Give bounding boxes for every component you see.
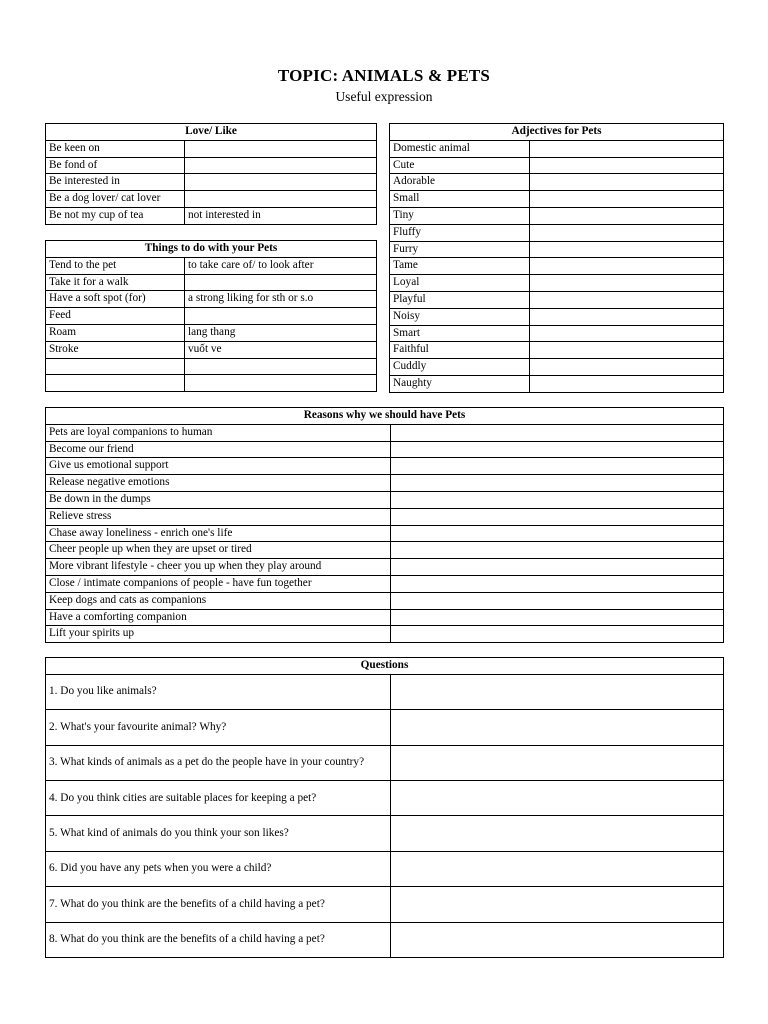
meaning-cell bbox=[185, 174, 377, 191]
table-row bbox=[46, 291, 377, 308]
term-cell: Roam bbox=[46, 324, 185, 341]
term-cell: Be keen on bbox=[46, 140, 185, 157]
meaning-cell bbox=[530, 291, 724, 308]
table-row bbox=[46, 887, 724, 922]
term-cell: Feed bbox=[46, 308, 185, 325]
meaning-cell bbox=[185, 157, 377, 174]
term-cell: Become our friend bbox=[46, 441, 391, 458]
term-cell: Playful bbox=[390, 291, 530, 308]
term-cell: 1. Do you like animals? bbox=[46, 674, 391, 709]
table-row bbox=[46, 375, 377, 392]
things-to-do-table bbox=[45, 240, 377, 392]
term-cell: 6. Did you have any pets when you were a child? bbox=[46, 851, 391, 886]
term-cell: Release negative emotions bbox=[46, 475, 391, 492]
table-row bbox=[46, 710, 724, 745]
table-row bbox=[46, 525, 724, 542]
table-row bbox=[46, 491, 724, 508]
table-row bbox=[46, 424, 724, 441]
meaning-cell: lang thang bbox=[185, 324, 377, 341]
table-row bbox=[46, 458, 724, 475]
term-cell: Have a soft spot (for) bbox=[46, 291, 185, 308]
reasons-table bbox=[45, 407, 724, 643]
table-row bbox=[46, 140, 377, 157]
meaning-cell bbox=[530, 191, 724, 208]
page-subtitle: Useful expression bbox=[335, 89, 433, 104]
term-cell: 5. What kind of animals do you think your son likes? bbox=[46, 816, 391, 851]
term-cell: Stroke bbox=[46, 341, 185, 358]
meaning-cell bbox=[530, 375, 724, 392]
meaning-cell bbox=[185, 140, 377, 157]
table-row bbox=[46, 341, 377, 358]
term-cell: 3. What kinds of animals as a pet do the people have in your country? bbox=[46, 745, 391, 780]
table-row bbox=[46, 174, 377, 191]
term-cell: Tame bbox=[390, 258, 530, 275]
term-cell: Keep dogs and cats as companions bbox=[46, 592, 391, 609]
table-row bbox=[390, 342, 724, 359]
meaning-cell bbox=[391, 609, 724, 626]
term-cell: 7. What do you think are the benefits of a child having a pet? bbox=[46, 887, 391, 922]
meaning-cell bbox=[391, 441, 724, 458]
term-cell: Tiny bbox=[390, 207, 530, 224]
term-cell: Chase away loneliness - enrich one's life bbox=[46, 525, 391, 542]
meaning-cell bbox=[391, 542, 724, 559]
term-cell: Relieve stress bbox=[46, 508, 391, 525]
term-cell: 8. What do you think are the benefits of a child having a pet? bbox=[46, 922, 391, 957]
meaning-cell bbox=[391, 887, 724, 922]
meaning-cell bbox=[185, 274, 377, 291]
table-row bbox=[46, 191, 377, 208]
table-row bbox=[46, 816, 724, 851]
term-cell: Small bbox=[390, 191, 530, 208]
term-cell: 2. What's your favourite animal? Why? bbox=[46, 710, 391, 745]
term-cell: Be down in the dumps bbox=[46, 491, 391, 508]
love-like-table bbox=[45, 123, 377, 225]
meaning-cell bbox=[185, 358, 377, 375]
term-cell: Noisy bbox=[390, 308, 530, 325]
meaning-cell bbox=[530, 275, 724, 292]
table-row bbox=[390, 207, 724, 224]
adjectives-heading: Adjectives for Pets bbox=[390, 124, 724, 141]
term-cell: Naughty bbox=[390, 375, 530, 392]
table-row bbox=[46, 324, 377, 341]
table-row bbox=[46, 575, 724, 592]
meaning-cell bbox=[391, 780, 724, 815]
meaning-cell bbox=[530, 241, 724, 258]
meaning-cell bbox=[391, 592, 724, 609]
table-row bbox=[46, 358, 377, 375]
term-cell: Cute bbox=[390, 157, 530, 174]
questions-heading: Questions bbox=[46, 658, 724, 675]
table-row bbox=[390, 291, 724, 308]
term-cell: More vibrant lifestyle - cheer you up when they play around bbox=[46, 559, 391, 576]
table-row bbox=[390, 140, 724, 157]
table-row bbox=[390, 359, 724, 376]
table-row bbox=[46, 851, 724, 886]
table-row bbox=[390, 224, 724, 241]
term-cell: Furry bbox=[390, 241, 530, 258]
term-cell: Lift your spirits up bbox=[46, 626, 391, 643]
meaning-cell bbox=[391, 674, 724, 709]
meaning-cell bbox=[391, 508, 724, 525]
term-cell bbox=[46, 358, 185, 375]
table-row bbox=[390, 308, 724, 325]
table-row bbox=[46, 559, 724, 576]
meaning-cell bbox=[530, 359, 724, 376]
table-row bbox=[46, 922, 724, 957]
meaning-cell bbox=[391, 458, 724, 475]
table-row bbox=[46, 274, 377, 291]
table-row bbox=[390, 375, 724, 392]
term-cell: Fluffy bbox=[390, 224, 530, 241]
table-row bbox=[46, 207, 377, 224]
meaning-cell: not interested in bbox=[185, 207, 377, 224]
meaning-cell bbox=[391, 851, 724, 886]
term-cell: Cheer people up when they are upset or tired bbox=[46, 542, 391, 559]
table-row bbox=[390, 275, 724, 292]
meaning-cell bbox=[185, 308, 377, 325]
meaning-cell: a strong liking for sth or s.o bbox=[185, 291, 377, 308]
term-cell bbox=[46, 375, 185, 392]
term-cell: Be interested in bbox=[46, 174, 185, 191]
meaning-cell bbox=[391, 575, 724, 592]
term-cell: Take it for a walk bbox=[46, 274, 185, 291]
term-cell: Domestic animal bbox=[390, 140, 530, 157]
table-row bbox=[46, 475, 724, 492]
term-cell: 4. Do you think cities are suitable places for keeping a pet? bbox=[46, 780, 391, 815]
term-cell: Adorable bbox=[390, 174, 530, 191]
meaning-cell bbox=[530, 157, 724, 174]
meaning-cell bbox=[530, 325, 724, 342]
meaning-cell bbox=[391, 525, 724, 542]
reasons-heading: Reasons why we should have Pets bbox=[46, 408, 724, 425]
meaning-cell bbox=[530, 342, 724, 359]
table-row bbox=[46, 626, 724, 643]
meaning-cell bbox=[391, 710, 724, 745]
meaning-cell bbox=[391, 922, 724, 957]
meaning-cell bbox=[391, 745, 724, 780]
table-row bbox=[46, 592, 724, 609]
meaning-cell bbox=[530, 140, 724, 157]
adjectives-table bbox=[389, 123, 724, 393]
term-cell: Have a comforting companion bbox=[46, 609, 391, 626]
table-row bbox=[46, 609, 724, 626]
table-row bbox=[390, 174, 724, 191]
term-cell: Loyal bbox=[390, 275, 530, 292]
table-row bbox=[46, 441, 724, 458]
table-row bbox=[390, 157, 724, 174]
table-row bbox=[46, 674, 724, 709]
page-title: TOPIC: ANIMALS & PETS bbox=[277, 66, 491, 85]
term-cell: Smart bbox=[390, 325, 530, 342]
term-cell: Faithful bbox=[390, 342, 530, 359]
table-row bbox=[46, 542, 724, 559]
meaning-cell bbox=[391, 816, 724, 851]
meaning-cell bbox=[391, 491, 724, 508]
term-cell: Give us emotional support bbox=[46, 458, 391, 475]
term-cell: Pets are loyal companions to human bbox=[46, 424, 391, 441]
table-row bbox=[390, 241, 724, 258]
meaning-cell bbox=[185, 375, 377, 392]
love-like-heading: Love/ Like bbox=[46, 124, 377, 141]
meaning-cell bbox=[530, 308, 724, 325]
table-row bbox=[46, 308, 377, 325]
table-row bbox=[390, 191, 724, 208]
term-cell: Be not my cup of tea bbox=[46, 207, 185, 224]
term-cell: Cuddly bbox=[390, 359, 530, 376]
meaning-cell bbox=[185, 191, 377, 208]
table-row bbox=[390, 258, 724, 275]
meaning-cell: to take care of/ to look after bbox=[185, 257, 377, 274]
meaning-cell bbox=[530, 224, 724, 241]
meaning-cell bbox=[391, 424, 724, 441]
meaning-cell bbox=[530, 258, 724, 275]
meaning-cell: vuốt ve bbox=[185, 341, 377, 358]
meaning-cell bbox=[391, 559, 724, 576]
table-row bbox=[46, 257, 377, 274]
table-row bbox=[390, 325, 724, 342]
term-cell: Tend to the pet bbox=[46, 257, 185, 274]
questions-table bbox=[45, 657, 724, 958]
term-cell: Be fond of bbox=[46, 157, 185, 174]
meaning-cell bbox=[391, 626, 724, 643]
term-cell: Be a dog lover/ cat lover bbox=[46, 191, 185, 208]
table-row bbox=[46, 780, 724, 815]
table-row bbox=[46, 745, 724, 780]
things-to-do-heading: Things to do with your Pets bbox=[46, 241, 377, 258]
table-row bbox=[46, 508, 724, 525]
meaning-cell bbox=[530, 207, 724, 224]
table-row bbox=[46, 157, 377, 174]
meaning-cell bbox=[530, 174, 724, 191]
term-cell: Close / intimate companions of people - have fun together bbox=[46, 575, 391, 592]
meaning-cell bbox=[391, 475, 724, 492]
